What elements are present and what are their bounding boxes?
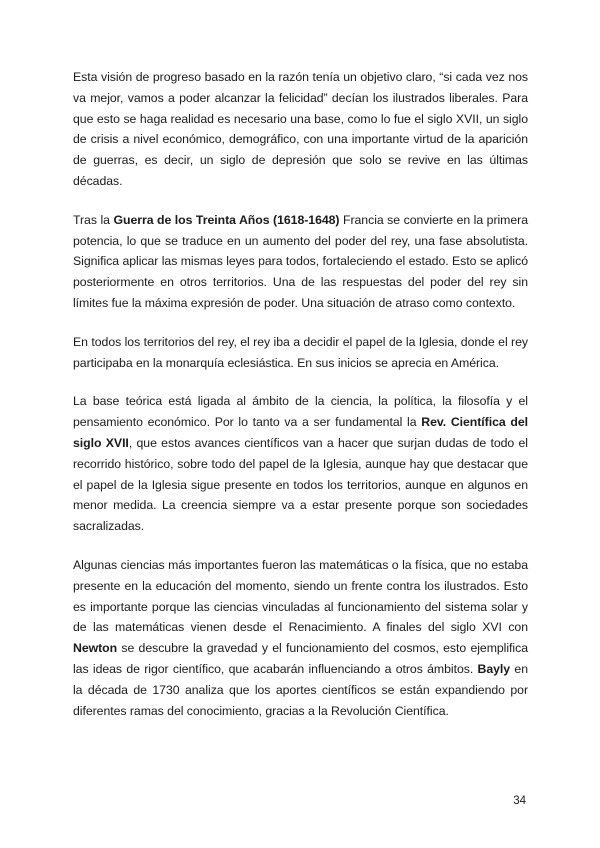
paragraph-4-bold-term: Rev. Científica del siglo XVII (73, 415, 529, 450)
paragraph-5-text-end: en la década de 1730 analiza que los aportes científicos se están expandiendo por diferentes ramas del conocimiento, gracias a la Revolución Científica. (73, 661, 528, 718)
paragraph-3-text: En todos los territorios del rey, el rey iba a decidir el papel de la Iglesia, donde el rey participaba en la monarquía eclesiástica. En sus inicios se aprecia en América. (73, 334, 528, 370)
page-number: 34 (513, 795, 526, 807)
paragraph-5-bold-newton: Newton (73, 641, 118, 656)
paragraph-2 (73, 210, 528, 314)
paragraph-1-text: Esta visión de progreso basado en la razón tenía un objetivo claro, “si cada vez nos va mejor, vamos a poder alcanzar la felicidad” decían los ilustrados liberales. Para que esto se haga realidad es necesario una base, como lo fue el siglo XVII, un siglo de crisis a nivel económico, demográfico, con una importante virtud de la aparición de guerras, es decir, un siglo de depresión que solo se revive en las últimas décadas. (73, 70, 528, 188)
paragraph-5 (73, 555, 528, 721)
paragraph-4-text-continued: , que estos avances científicos van a hacer que surjan dudas de todo el recorrido histórico, sobre todo del papel de la Iglesia, aunque hay que destacar que el papel de la Iglesia sigue presente en todos los territorios, aunque en algunos en menor medida. La creencia siempre va a estar presente porque son sociedades sacralizadas. (73, 435, 528, 534)
paragraph-2-bold-term: Guerra de los Treinta Años (1618-1648) (113, 212, 340, 227)
paragraph-5-text: Algunas ciencias más importantes fueron las matemáticas o la física, que no estaba presente en la educación del momento, siendo un frente contra los ilustrados. Esto es importante porque las ciencias vinculadas al funcionamiento del sistema solar y de las matemáticas vienen desde el Renacimiento. A finales del siglo XVI con (73, 557, 528, 635)
paragraph-2-text-continued: Francia se convierte en la primera potencia, lo que se traduce en un aumento del poder del rey, una fase absolutista. Significa aplicar las mismas leyes para todos, fortaleciendo el estado. Esto se aplicó posteriormente en otros territorios. Una de las respuestas del poder del rey sin límites fue la máxima expresión de poder. Una situación de atraso como contexto. (73, 212, 528, 310)
paragraph-4 (73, 391, 528, 537)
paragraph-5-bold-bayly: Bayly (477, 661, 511, 676)
paragraph-1 (73, 67, 528, 192)
paragraph-2-text: Tras la (73, 212, 114, 227)
paragraph-5-text-middle: se descubre la gravedad y el funcionamiento del cosmos, esto ejemplifica las ideas de rigor científico, que acabarán influenciando a otros ámbitos. (73, 641, 528, 676)
paragraph-4-text: La base teórica está ligada al ámbito de la ciencia, la política, la filosofía y el pensamiento económico. Por lo tanto va a ser fundamental la (73, 394, 528, 430)
paragraph-3 (73, 332, 528, 374)
page-body (73, 67, 528, 739)
